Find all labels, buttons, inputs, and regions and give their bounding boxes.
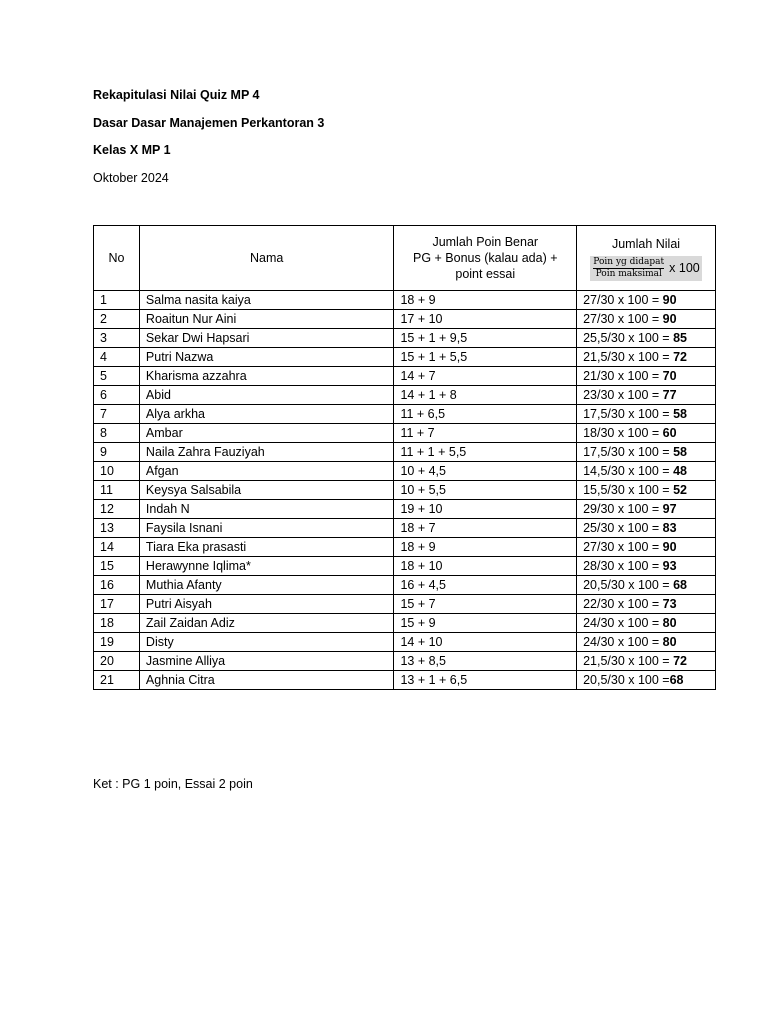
row-calc: 20,5/30 x 100 = <box>583 578 674 592</box>
row-score: 97 <box>662 502 677 516</box>
row-poin: 16 + 4,5 <box>394 576 577 595</box>
row-poin: 18 + 7 <box>394 519 577 538</box>
grades-table <box>93 225 716 690</box>
row-no: 17 <box>94 595 140 614</box>
row-poin: 11 + 1 + 5,5 <box>394 443 577 462</box>
row-score: 58 <box>673 445 687 459</box>
row-nama: Salma nasita kaiya <box>139 291 394 310</box>
row-calc: 21,5/30 x 100 = <box>583 350 674 364</box>
row-score: 83 <box>662 521 677 535</box>
row-score: 80 <box>662 616 677 630</box>
row-calc: 18/30 x 100 = <box>583 426 663 440</box>
row-poin: 14 + 10 <box>394 633 577 652</box>
row-nama: Disty <box>139 633 394 652</box>
row-no: 21 <box>94 671 140 690</box>
row-poin: 18 + 9 <box>394 291 577 310</box>
row-poin: 13 + 1 + 6,5 <box>394 671 577 690</box>
row-no: 14 <box>94 538 140 557</box>
row-nama: Faysila Isnani <box>139 519 394 538</box>
row-poin: 18 + 9 <box>394 538 577 557</box>
row-calc: 27/30 x 100 = <box>583 540 663 554</box>
row-score: 72 <box>673 654 687 668</box>
row-score: 73 <box>662 597 677 611</box>
row-no: 1 <box>94 291 140 310</box>
row-nilai <box>577 386 716 405</box>
row-nilai <box>577 576 716 595</box>
row-score: 90 <box>662 312 677 326</box>
table-row <box>94 329 716 348</box>
row-score: 68 <box>673 578 687 592</box>
row-no: 16 <box>94 576 140 595</box>
row-nilai <box>577 538 716 557</box>
row-nilai <box>577 424 716 443</box>
header-poin <box>394 226 577 291</box>
row-poin: 14 + 7 <box>394 367 577 386</box>
row-nama: Aghnia Citra <box>139 671 394 690</box>
row-score: 80 <box>662 635 677 649</box>
table-row <box>94 576 716 595</box>
table-row <box>94 538 716 557</box>
row-calc: 21/30 x 100 = <box>583 369 663 383</box>
row-nilai <box>577 652 716 671</box>
row-nama: Keysya Salsabila <box>139 481 394 500</box>
row-poin: 10 + 4,5 <box>394 462 577 481</box>
row-score: 68 <box>669 673 684 687</box>
row-calc: 25,5/30 x 100 = <box>583 331 674 345</box>
row-nama: Roaitun Nur Aini <box>139 310 394 329</box>
row-poin: 18 + 10 <box>394 557 577 576</box>
row-poin: 15 + 7 <box>394 595 577 614</box>
row-calc: 27/30 x 100 = <box>583 312 663 326</box>
row-poin: 10 + 5,5 <box>394 481 577 500</box>
row-poin: 15 + 1 + 5,5 <box>394 348 577 367</box>
subject-title: Dasar Dasar Manajemen Perkantoran 3 <box>93 116 325 130</box>
row-nilai <box>577 348 716 367</box>
row-nama: Ambar <box>139 424 394 443</box>
header-poin-line1: Jumlah Poin Benar <box>432 235 539 249</box>
row-score: 70 <box>662 369 677 383</box>
header-nilai-label: Jumlah Nilai <box>611 236 681 251</box>
table-body <box>94 291 716 690</box>
header-nama: Nama <box>139 226 394 291</box>
row-score: 93 <box>662 559 677 573</box>
row-no: 19 <box>94 633 140 652</box>
row-no: 15 <box>94 557 140 576</box>
header-nilai <box>577 226 716 291</box>
header-poin-line2: PG + Bonus (kalau ada) + <box>412 251 558 265</box>
row-score: 90 <box>662 540 677 554</box>
row-nama: Naila Zahra Fauziyah <box>139 443 394 462</box>
row-nama: Sekar Dwi Hapsari <box>139 329 394 348</box>
table-row <box>94 614 716 633</box>
formula-multiplier: x 100 <box>669 261 700 275</box>
row-no: 10 <box>94 462 140 481</box>
row-no: 7 <box>94 405 140 424</box>
row-calc: 23/30 x 100 = <box>583 388 663 402</box>
row-poin: 15 + 1 + 9,5 <box>394 329 577 348</box>
row-score: 52 <box>673 483 687 497</box>
formula-numerator: Poin yg didapat <box>593 256 665 267</box>
table-row <box>94 462 716 481</box>
row-nama: Afgan <box>139 462 394 481</box>
formula-fraction <box>590 256 667 281</box>
row-nilai <box>577 443 716 462</box>
row-calc: 21,5/30 x 100 = <box>583 654 674 668</box>
row-calc: 25/30 x 100 = <box>583 521 663 535</box>
table-row <box>94 367 716 386</box>
row-nama: Indah N <box>139 500 394 519</box>
footnote: Ket : PG 1 poin, Essai 2 poin <box>93 777 253 791</box>
row-calc: 14,5/30 x 100 = <box>583 464 674 478</box>
row-poin: 19 + 10 <box>394 500 577 519</box>
row-no: 4 <box>94 348 140 367</box>
row-no: 3 <box>94 329 140 348</box>
row-score: 58 <box>673 407 687 421</box>
row-poin: 17 + 10 <box>394 310 577 329</box>
table-row <box>94 443 716 462</box>
row-nilai <box>577 405 716 424</box>
row-score: 90 <box>662 293 677 307</box>
row-nama: Tiara Eka prasasti <box>139 538 394 557</box>
row-no: 9 <box>94 443 140 462</box>
row-no: 5 <box>94 367 140 386</box>
row-poin: 11 + 6,5 <box>394 405 577 424</box>
row-no: 11 <box>94 481 140 500</box>
table-row <box>94 291 716 310</box>
row-nama: Herawynne Iqlima* <box>139 557 394 576</box>
row-nama: Alya arkha <box>139 405 394 424</box>
table-row <box>94 386 716 405</box>
class-title: Kelas X MP 1 <box>93 143 171 157</box>
row-score: 77 <box>662 388 677 402</box>
row-nilai <box>577 291 716 310</box>
row-nilai <box>577 481 716 500</box>
header-poin-line3: point essai <box>455 267 516 281</box>
row-calc: 29/30 x 100 = <box>583 502 663 516</box>
row-calc: 27/30 x 100 = <box>583 293 663 307</box>
row-calc: 24/30 x 100 = <box>583 635 663 649</box>
row-nama: Putri Nazwa <box>139 348 394 367</box>
row-poin: 13 + 8,5 <box>394 652 577 671</box>
table-row <box>94 519 716 538</box>
formula-denominator: Poin maksimal <box>595 268 662 279</box>
row-nilai <box>577 633 716 652</box>
table-row <box>94 595 716 614</box>
table-row <box>94 481 716 500</box>
row-nama: Zail Zaidan Adiz <box>139 614 394 633</box>
row-nilai <box>577 329 716 348</box>
row-calc: 24/30 x 100 = <box>583 616 663 630</box>
row-score: 48 <box>673 464 687 478</box>
row-nilai <box>577 671 716 690</box>
row-nama: Muthia Afanty <box>139 576 394 595</box>
row-calc: 22/30 x 100 = <box>583 597 663 611</box>
row-calc: 15,5/30 x 100 = <box>583 483 674 497</box>
date-text: Oktober 2024 <box>93 171 169 185</box>
row-nilai <box>577 557 716 576</box>
table-row <box>94 310 716 329</box>
document-title: Rekapitulasi Nilai Quiz MP 4 <box>93 88 260 102</box>
row-nama: Abid <box>139 386 394 405</box>
row-no: 20 <box>94 652 140 671</box>
row-no: 2 <box>94 310 140 329</box>
row-no: 12 <box>94 500 140 519</box>
row-nilai <box>577 500 716 519</box>
row-nilai <box>577 614 716 633</box>
table-row <box>94 557 716 576</box>
header-no: No <box>94 226 140 291</box>
table-row <box>94 633 716 652</box>
row-poin: 14 + 1 + 8 <box>394 386 577 405</box>
row-nama: Jasmine Alliya <box>139 652 394 671</box>
row-nilai <box>577 462 716 481</box>
row-nilai <box>577 519 716 538</box>
row-calc: 20,5/30 x 100 = <box>583 673 670 687</box>
row-nama: Kharisma azzahra <box>139 367 394 386</box>
row-no: 13 <box>94 519 140 538</box>
table-row <box>94 652 716 671</box>
table-row <box>94 424 716 443</box>
row-no: 6 <box>94 386 140 405</box>
row-calc: 28/30 x 100 = <box>583 559 663 573</box>
table-row <box>94 671 716 690</box>
row-nilai <box>577 310 716 329</box>
table-row <box>94 500 716 519</box>
formula <box>590 256 701 281</box>
row-poin: 11 + 7 <box>394 424 577 443</box>
table-header-row <box>94 226 716 291</box>
table-row <box>94 405 716 424</box>
row-calc: 17,5/30 x 100 = <box>583 445 674 459</box>
table-row <box>94 348 716 367</box>
row-nilai <box>577 367 716 386</box>
row-nilai <box>577 595 716 614</box>
row-no: 8 <box>94 424 140 443</box>
row-poin: 15 + 9 <box>394 614 577 633</box>
row-score: 85 <box>673 331 687 345</box>
row-score: 72 <box>673 350 687 364</box>
row-calc: 17,5/30 x 100 = <box>583 407 674 421</box>
row-no: 18 <box>94 614 140 633</box>
row-nama: Putri Aisyah <box>139 595 394 614</box>
row-score: 60 <box>662 426 677 440</box>
